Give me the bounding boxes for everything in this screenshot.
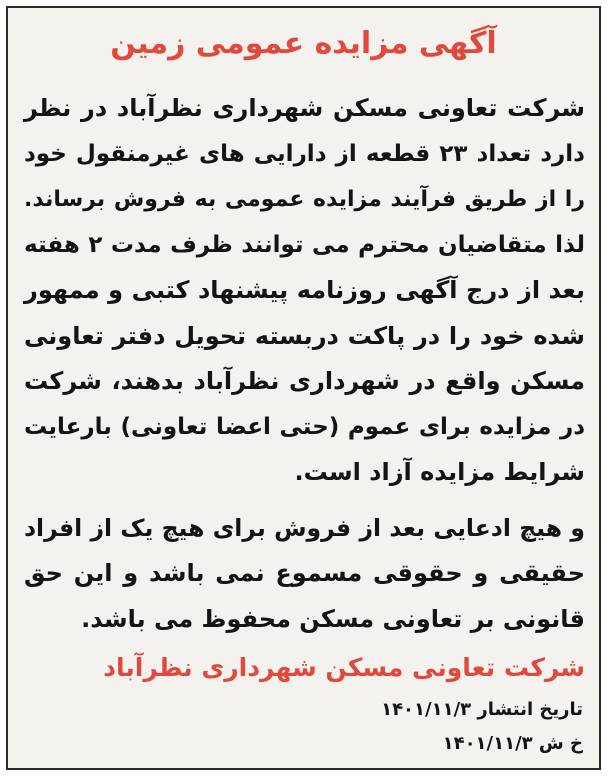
body-line: دارد تعداد ۲۳ قطعه از دارایی های غیرمنقول خود	[24, 140, 585, 167]
notice-title: آگهی مزایده عمومی زمین	[110, 26, 497, 61]
body-line: قانونی بر تعاونی مسکن محفوظ می باشد.	[81, 604, 585, 633]
notice-box	[6, 6, 601, 770]
body-line: مسکن واقع در شهرداری نظرآباد بدهند، شرکت	[24, 367, 585, 395]
notice-body	[24, 86, 585, 642]
body-line: حقیقی و حقوقی مسموع نمی باشد و این حق	[24, 559, 585, 587]
body-line: و هیچ ادعایی بعد از فروش برای هیچ یک از افراد	[24, 513, 585, 542]
body-line: بعد از درج آگهی روزنامه پیشنهاد کتبی و ممهور	[24, 276, 585, 304]
body-line: در مزایده برای عموم (حتی اعضا تعاونی) بارعایت	[24, 413, 585, 440]
body-line: را از طریق فرآیند مزایده عمومی به فروش برساند.	[24, 187, 585, 212]
publish-date: تاریخ انتشار ۱۴۰۱/۱۱/۳	[381, 699, 583, 720]
reference-code: خ ش ۱۴۰۱/۱۱/۳	[442, 733, 583, 754]
body-line: شده خود را در پاکت دربسته تحویل دفتر تعاونی	[24, 321, 585, 350]
body-line: لذا متقاضیان محترم می توانند ظرف مدت ۲ هفته	[24, 231, 585, 258]
body-line: شرایط مزایده آزاد است.	[294, 458, 585, 486]
paragraph-gap	[24, 496, 585, 506]
issuer-signature: شرکت تعاونی مسکن شهرداری نظرآباد	[103, 653, 585, 682]
body-line: شرکت تعاونی مسکن شهرداری نظرآباد در نظر	[24, 94, 585, 122]
